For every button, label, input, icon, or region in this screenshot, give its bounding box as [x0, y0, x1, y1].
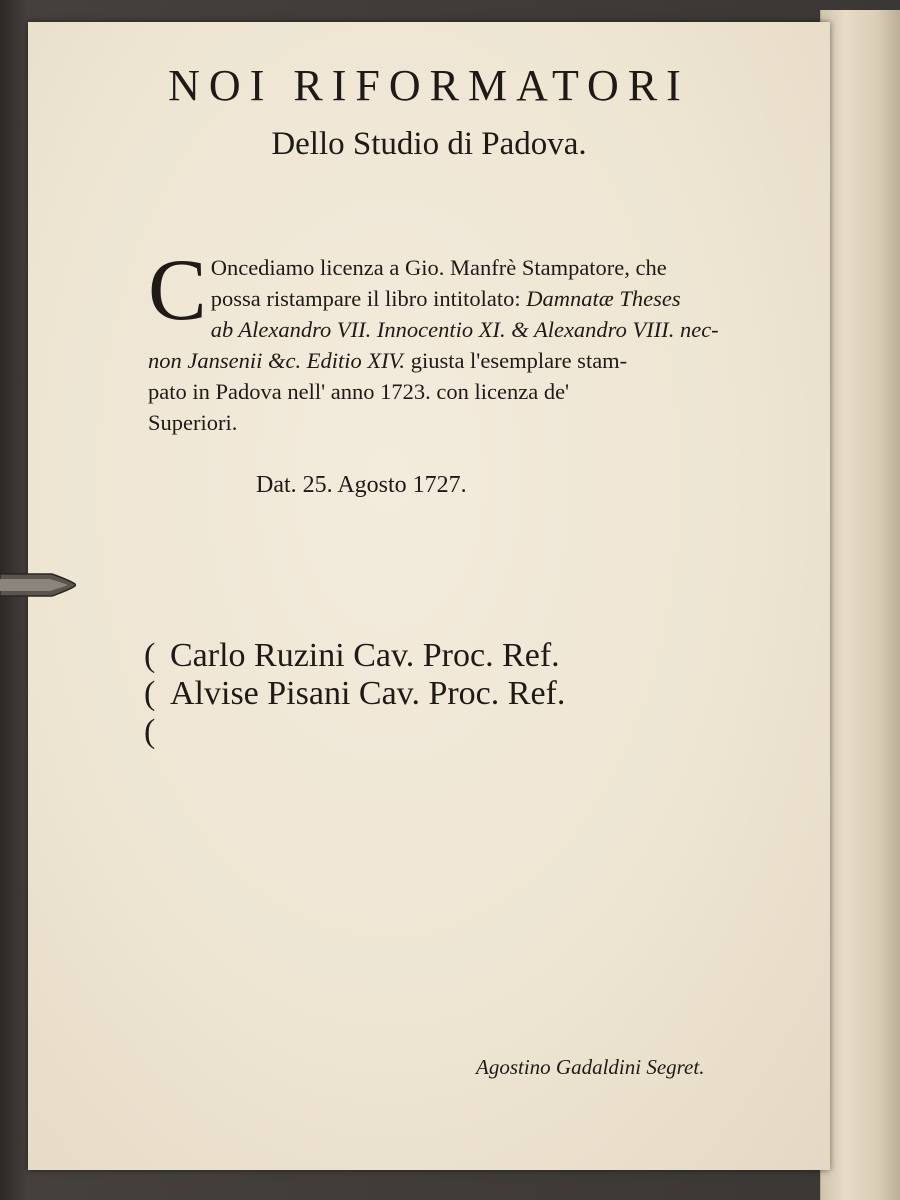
signer-bracket: ( — [144, 713, 156, 750]
signer-row — [144, 637, 565, 675]
bookmark-clip-icon — [0, 568, 76, 602]
book-title-part-3: non Jansenii &c. Editio XIV. — [148, 348, 406, 373]
signers-block — [144, 637, 565, 751]
date-line: Dat. 25. Agosto 1727. — [256, 472, 467, 498]
signer-row — [144, 675, 565, 713]
document-page — [28, 22, 830, 1170]
signer-row — [144, 713, 565, 751]
signer-name: Alvise Pisani Cav. Proc. Ref. — [170, 675, 566, 712]
book-title-part-2: ab Alexandro VII. Innocentio XI. & Alexandro VIII. nec- — [210, 317, 719, 342]
para-line-6: Superiori. — [148, 410, 238, 435]
para-line-1: Oncediamo licenza a Gio. Manfrè Stampatore, che — [210, 255, 667, 280]
page-title: NOI RIFORMATORI — [168, 61, 690, 110]
signer-bracket: ( — [144, 675, 156, 712]
para-line-4b: giusta l'esemplare stam- — [405, 348, 628, 373]
para-line-5: pato in Padova nell' anno 1723. con licenza de' — [148, 379, 570, 404]
book-title-part-1: Damnatæ Theses — [526, 286, 681, 311]
facing-page-edge — [820, 10, 900, 1200]
para-line-2a: possa ristampare il libro intitolato: — [210, 286, 527, 311]
secretary-signature: Agostino Gadaldini Segret. — [476, 1055, 705, 1079]
license-paragraph — [148, 242, 798, 438]
page-subtitle: Dello Studio di Padova. — [271, 126, 587, 162]
signer-name: Carlo Ruzini Cav. Proc. Ref. — [170, 637, 560, 674]
signer-bracket: ( — [144, 637, 156, 674]
drop-cap: C — [148, 242, 207, 339]
